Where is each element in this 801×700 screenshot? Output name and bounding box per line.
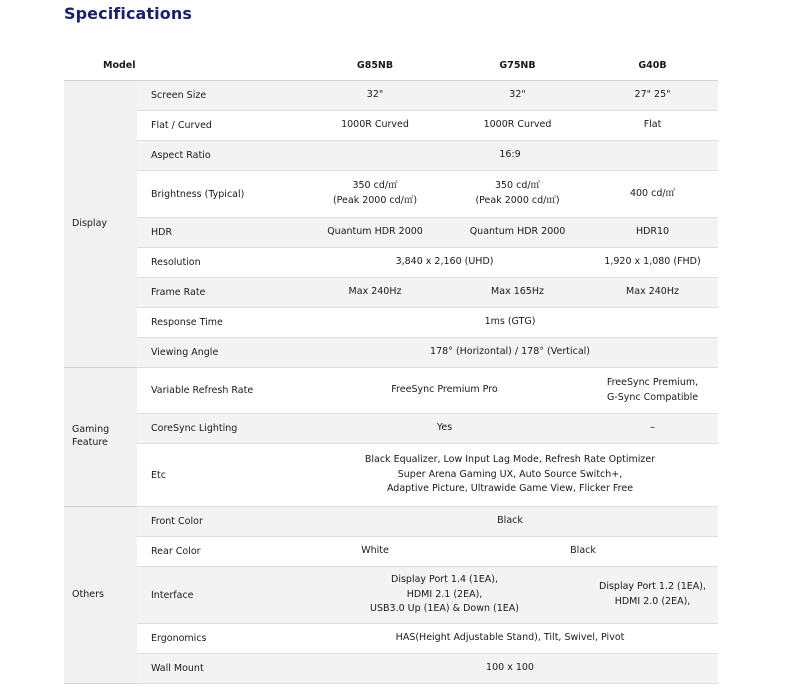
cell-rear-color-g75nb-g40b: Black — [448, 537, 718, 567]
row-label-hdr: HDR — [137, 218, 302, 248]
row-label-aspect-ratio: Aspect Ratio — [137, 141, 302, 171]
group-display: Display — [64, 81, 137, 368]
cell-etc-all — [302, 444, 718, 507]
cell-hdr-g40b: HDR10 — [587, 218, 718, 248]
cell-frame-rate-g85nb: Max 240Hz — [302, 278, 448, 308]
cell-hdr-g75nb: Quantum HDR 2000 — [448, 218, 587, 248]
row-label-screen-size: Screen Size — [137, 81, 302, 111]
cell-flat-curved-g75nb: 1000R Curved — [448, 111, 587, 141]
cell-line: Black Equalizer, Low Input Lag Mode, Refresh Rate Optimizer — [364, 453, 656, 465]
table-row — [64, 171, 718, 218]
row-label-response-time: Response Time — [137, 308, 302, 338]
row-label-rear-color: Rear Color — [137, 537, 302, 567]
table-row — [64, 308, 718, 338]
column-header-g40b: G40B — [587, 50, 718, 81]
cell-flat-curved-g40b: Flat — [587, 111, 718, 141]
cell-line: Adaptive Picture, Ultrawide Game View, Flicker Free — [386, 483, 634, 495]
row-label-front-color: Front Color — [137, 507, 302, 537]
table-row — [64, 278, 718, 308]
cell-line: FreeSync Premium, — [606, 376, 699, 388]
group-line: Gaming — [72, 424, 110, 436]
cell-line: (Peak 2000 cd/㎡) — [332, 195, 418, 206]
table-row — [64, 218, 718, 248]
cell-rear-color-g85nb: White — [302, 537, 448, 567]
header-row — [64, 50, 718, 81]
cell-line: (Peak 2000 cd/㎡) — [475, 195, 560, 206]
table-row — [64, 444, 718, 507]
row-label-ergonomics: Ergonomics — [137, 624, 302, 654]
cell-vrr-g40b — [587, 368, 718, 414]
cell-brightness-g85nb — [302, 171, 448, 218]
table-row — [64, 248, 718, 278]
cell-hdr-g85nb: Quantum HDR 2000 — [302, 218, 448, 248]
cell-flat-curved-g85nb: 1000R Curved — [302, 111, 448, 141]
column-header-model: Model — [64, 50, 302, 81]
table-row — [64, 81, 718, 111]
row-label-coresync-lighting: CoreSync Lighting — [137, 414, 302, 444]
cell-vrr-g85nb-g75nb: FreeSync Premium Pro — [302, 368, 587, 414]
cell-frame-rate-g75nb: Max 165Hz — [448, 278, 587, 308]
column-header-g75nb: G75NB — [448, 50, 587, 81]
page-title: Specifications — [64, 4, 192, 23]
cell-line: Display Port 1.4 (1EA), — [391, 573, 499, 585]
cell-interface-g85nb-g75nb — [302, 567, 587, 624]
row-label-resolution: Resolution — [137, 248, 302, 278]
cell-response-time-all: 1ms (GTG) — [302, 308, 718, 338]
cell-frame-rate-g40b: Max 240Hz — [587, 278, 718, 308]
cell-screen-size-g85nb: 32" — [302, 81, 448, 111]
row-label-viewing-angle: Viewing Angle — [137, 338, 302, 368]
table-row — [64, 111, 718, 141]
group-others: Others — [64, 507, 137, 684]
cell-viewing-angle-all: 178° (Horizontal) / 178° (Vertical) — [302, 338, 718, 368]
table-row — [64, 338, 718, 368]
table-row — [64, 507, 718, 537]
table-row — [64, 567, 718, 624]
cell-line: Display Port 1.2 (1EA), — [599, 581, 707, 593]
row-label-interface: Interface — [137, 567, 302, 624]
cell-resolution-g40b: 1,920 x 1,080 (FHD) — [587, 248, 718, 278]
group-gaming-feature — [64, 368, 137, 507]
cell-interface-g40b — [587, 567, 718, 624]
table-row — [64, 537, 718, 567]
table-row — [64, 414, 718, 444]
spec-table — [64, 50, 718, 684]
row-label-wall-mount: Wall Mount — [137, 654, 302, 684]
table-row — [64, 368, 718, 414]
table-row — [64, 624, 718, 654]
row-label-etc: Etc — [137, 444, 302, 507]
cell-brightness-g75nb — [448, 171, 587, 218]
cell-aspect-ratio-all: 16:9 — [302, 141, 718, 171]
cell-screen-size-g75nb: 32" — [448, 81, 587, 111]
cell-line: G-Sync Compatible — [606, 391, 699, 403]
row-label-variable-refresh-rate: Variable Refresh Rate — [137, 368, 302, 414]
cell-line: 350 cd/㎡ — [352, 180, 398, 192]
cell-coresync-g85nb-g75nb: Yes — [302, 414, 587, 444]
cell-line: 350 cd/㎡ — [494, 180, 541, 192]
column-header-g85nb: G85NB — [302, 50, 448, 81]
cell-ergonomics-all: HAS(Height Adjustable Stand), Tilt, Swivel, Pivot — [302, 624, 718, 654]
table-row — [64, 141, 718, 171]
row-label-brightness: Brightness (Typical) — [137, 171, 302, 218]
cell-line: USB3.0 Up (1EA) & Down (1EA) — [370, 603, 519, 615]
cell-screen-size-g40b: 27" 25" — [587, 81, 718, 111]
group-line: Feature — [72, 437, 108, 448]
cell-front-color-all: Black — [302, 507, 718, 537]
table-row — [64, 654, 718, 684]
row-label-frame-rate: Frame Rate — [137, 278, 302, 308]
cell-coresync-g40b: – — [587, 414, 718, 444]
row-label-flat-curved: Flat / Curved — [137, 111, 302, 141]
cell-resolution-g85nb-g75nb: 3,840 x 2,160 (UHD) — [302, 248, 587, 278]
cell-line: Super Arena Gaming UX, Auto Source Switch+, — [397, 468, 623, 480]
cell-line: HDMI 2.1 (2EA), — [406, 588, 483, 600]
cell-brightness-g40b: 400 cd/㎡ — [587, 171, 718, 218]
cell-wall-mount-all: 100 x 100 — [302, 654, 718, 684]
cell-line: HDMI 2.0 (2EA), — [614, 596, 691, 607]
